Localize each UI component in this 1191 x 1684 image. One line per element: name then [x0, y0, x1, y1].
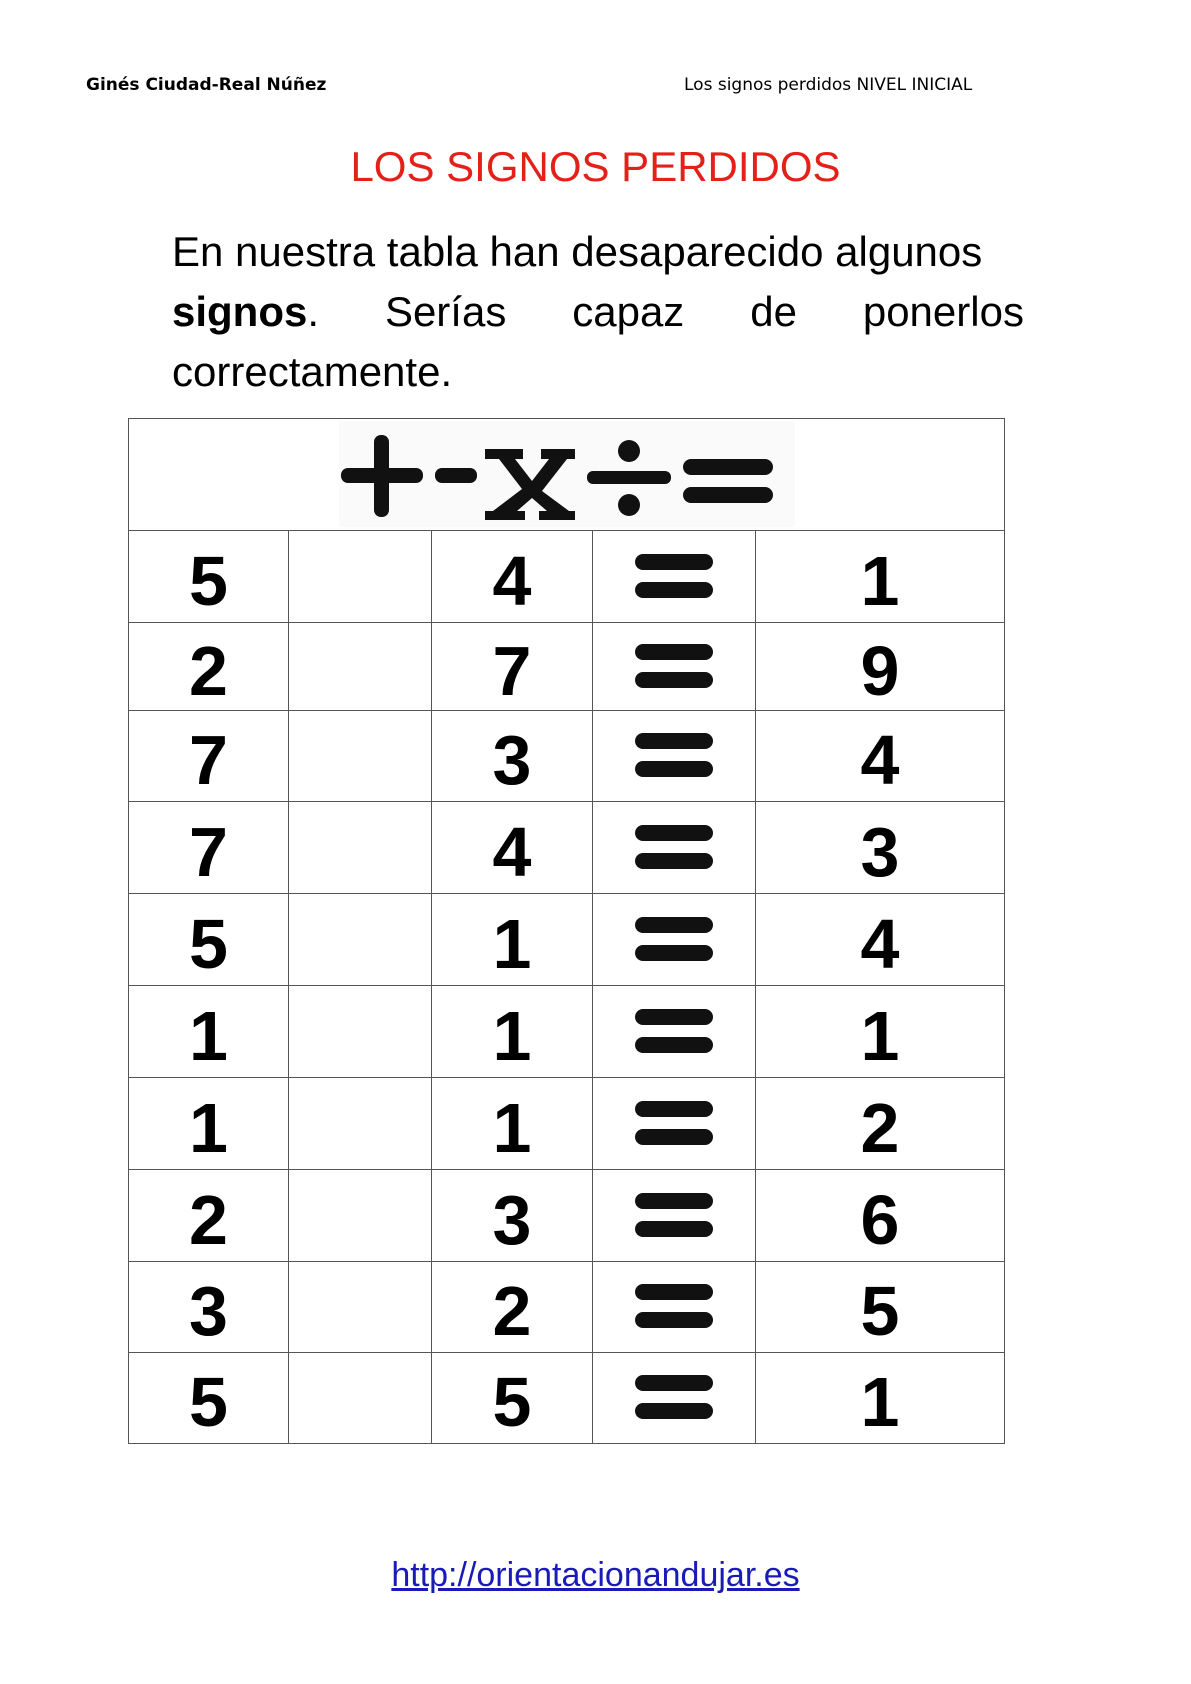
- first-number-cell-value: 5: [189, 541, 228, 620]
- equals-cell: [593, 1353, 756, 1444]
- second-number-cell: [432, 894, 593, 986]
- result-cell: [756, 623, 1005, 711]
- equals-bar: [635, 917, 713, 933]
- equals-sign-icon: [633, 819, 715, 877]
- table-row: [129, 623, 1005, 711]
- equals-cell: [593, 711, 756, 802]
- equals-bar: [635, 554, 713, 570]
- second-number-cell-value: 1: [492, 996, 532, 1075]
- first-number-cell-value: 1: [189, 1088, 228, 1167]
- first-number-cell-value: 3: [189, 1272, 228, 1350]
- first-number-cell: [129, 1353, 289, 1444]
- missing-sign-blank[interactable]: [289, 1170, 432, 1262]
- operator-signs-svg: [339, 421, 795, 527]
- equals-bar: [635, 1221, 713, 1237]
- equals-bar: [635, 853, 713, 869]
- table-row: [129, 802, 1005, 894]
- first-number-cell-value: 2: [189, 631, 228, 710]
- equals-bar: [635, 1284, 713, 1300]
- result-cell: [756, 1078, 1005, 1170]
- result-cell-value: 1: [860, 996, 900, 1075]
- equals-bar: [635, 1403, 713, 1419]
- table-row: [129, 894, 1005, 986]
- equals-cell: [593, 1170, 756, 1262]
- result-cell-value: 4: [860, 904, 900, 983]
- missing-sign-blank[interactable]: [289, 986, 432, 1078]
- signs-header-cell: [129, 419, 1005, 531]
- result-cell: [756, 711, 1005, 802]
- second-number-cell-value: 3: [492, 721, 532, 799]
- second-number-cell: [432, 623, 593, 711]
- equals-bar: [635, 1101, 713, 1117]
- result-cell: [756, 1262, 1005, 1353]
- result-cell-value: 1: [860, 1363, 900, 1441]
- equals-bar: [635, 582, 713, 598]
- minus-sign-icon: [435, 468, 477, 483]
- second-number-cell-value: 1: [492, 904, 532, 983]
- result-cell-value: 9: [860, 631, 900, 710]
- equals-sign-icon: [633, 1369, 715, 1427]
- second-number-cell-value: 2: [492, 1272, 532, 1350]
- first-number-cell: [129, 1170, 289, 1262]
- result-cell-value: 3: [860, 812, 900, 891]
- result-cell-value: 4: [860, 721, 900, 799]
- second-number-cell-value: 4: [492, 541, 532, 620]
- first-number-cell-value: 7: [189, 812, 228, 891]
- second-number-cell: [432, 1353, 593, 1444]
- first-number-cell: [129, 623, 289, 711]
- first-number-cell-value: 7: [189, 721, 228, 799]
- equals-sign-icon: [633, 1003, 715, 1061]
- first-number-cell-value: 5: [189, 1363, 228, 1441]
- equals-sign-icon: [633, 1187, 715, 1245]
- intro-paragraph: [172, 222, 1024, 402]
- table-row: [129, 1262, 1005, 1353]
- result-cell-value: 1: [860, 541, 900, 620]
- first-number-cell: [129, 531, 289, 623]
- first-number-cell: [129, 1078, 289, 1170]
- second-number-cell-value: 4: [492, 812, 532, 891]
- result-cell-value: 6: [860, 1180, 900, 1259]
- first-number-cell-value: 1: [189, 996, 228, 1075]
- rows-body: [129, 531, 1005, 1444]
- equals-bar: [635, 1312, 713, 1328]
- equals-sign-icon: [633, 1278, 715, 1336]
- equals-bar: [635, 1193, 713, 1209]
- second-number-cell: [432, 531, 593, 623]
- second-number-cell-value: 1: [492, 1088, 532, 1167]
- header-author: Ginés Ciudad-Real Núñez: [86, 75, 327, 95]
- first-number-cell-value: 5: [189, 904, 228, 983]
- result-cell: [756, 894, 1005, 986]
- missing-sign-blank[interactable]: [289, 894, 432, 986]
- equals-sign-icon: [633, 1095, 715, 1153]
- equals-bar: [635, 644, 713, 660]
- second-number-cell: [432, 711, 593, 802]
- page-title: LOS SIGNOS PERDIDOS: [350, 143, 841, 190]
- equals-bar: [635, 1129, 713, 1145]
- equals-bar: [635, 945, 713, 961]
- equals-sign-icon: [633, 911, 715, 969]
- table-row: [129, 531, 1005, 623]
- intro-line-2-start: signos.: [172, 288, 320, 335]
- second-number-cell-value: 3: [492, 1180, 532, 1259]
- second-number-cell-value: 5: [492, 1363, 532, 1441]
- plus-sign-icon: [341, 435, 423, 517]
- equals-sign-icon: [633, 727, 715, 785]
- missing-sign-blank[interactable]: [289, 1353, 432, 1444]
- second-number-cell: [432, 986, 593, 1078]
- equals-bar: [635, 1009, 713, 1025]
- table-row: [129, 1078, 1005, 1170]
- missing-sign-blank[interactable]: [289, 802, 432, 894]
- equals-cell: [593, 802, 756, 894]
- equals-bar: [635, 761, 713, 777]
- result-cell: [756, 1353, 1005, 1444]
- equals-cell: [593, 894, 756, 986]
- result-cell: [756, 986, 1005, 1078]
- first-number-cell: [129, 711, 289, 802]
- equals-sign-icon: [633, 548, 715, 606]
- missing-sign-blank[interactable]: [289, 531, 432, 623]
- first-number-cell: [129, 1262, 289, 1353]
- result-cell-value: 2: [860, 1088, 900, 1167]
- equals-cell: [593, 531, 756, 623]
- result-cell-value: 5: [860, 1272, 900, 1350]
- missing-sign-blank[interactable]: [289, 711, 432, 802]
- first-number-cell: [129, 894, 289, 986]
- equals-cell: [593, 1262, 756, 1353]
- first-number-cell: [129, 802, 289, 894]
- equals-bar: [635, 1375, 713, 1391]
- equals-sign-icon: [633, 638, 715, 696]
- second-number-cell-value: 7: [492, 631, 532, 710]
- missing-sign-blank[interactable]: [289, 623, 432, 711]
- equals-sign-icon: [683, 459, 773, 503]
- table-row: [129, 1170, 1005, 1262]
- table-row: [129, 1353, 1005, 1444]
- missing-sign-blank[interactable]: [289, 1262, 432, 1353]
- intro-line-1: En nuestra tabla han desaparecido algunos: [172, 228, 983, 275]
- times-sign-icon: [485, 449, 575, 520]
- intro-bold-word: signos: [172, 288, 308, 335]
- equals-bar: [635, 733, 713, 749]
- first-number-cell-value: 2: [189, 1180, 228, 1259]
- operator-signs-image: [339, 421, 795, 527]
- second-number-cell: [432, 1078, 593, 1170]
- missing-sign-blank[interactable]: [289, 1078, 432, 1170]
- table-row: [129, 986, 1005, 1078]
- intro-line-3: correctamente.: [172, 348, 453, 395]
- division-sign-icon: [587, 440, 671, 516]
- equals-bar: [635, 825, 713, 841]
- second-number-cell: [432, 802, 593, 894]
- equals-cell: [593, 623, 756, 711]
- intro-line-2: signos. Serías capaz de ponerlos: [172, 282, 1024, 342]
- result-cell: [756, 802, 1005, 894]
- table-row: [129, 711, 1005, 802]
- result-cell: [756, 531, 1005, 623]
- footer-website-link[interactable]: http://orientacionandujar.es: [391, 1556, 800, 1594]
- signs-table: [128, 418, 1005, 1444]
- equals-bar: [635, 1037, 713, 1053]
- header-doc-title: Los signos perdidos NIVEL INICIAL: [684, 75, 973, 95]
- equals-bar: [635, 672, 713, 688]
- first-number-cell: [129, 986, 289, 1078]
- second-number-cell: [432, 1262, 593, 1353]
- equals-cell: [593, 1078, 756, 1170]
- result-cell: [756, 1170, 1005, 1262]
- second-number-cell: [432, 1170, 593, 1262]
- equals-cell: [593, 986, 756, 1078]
